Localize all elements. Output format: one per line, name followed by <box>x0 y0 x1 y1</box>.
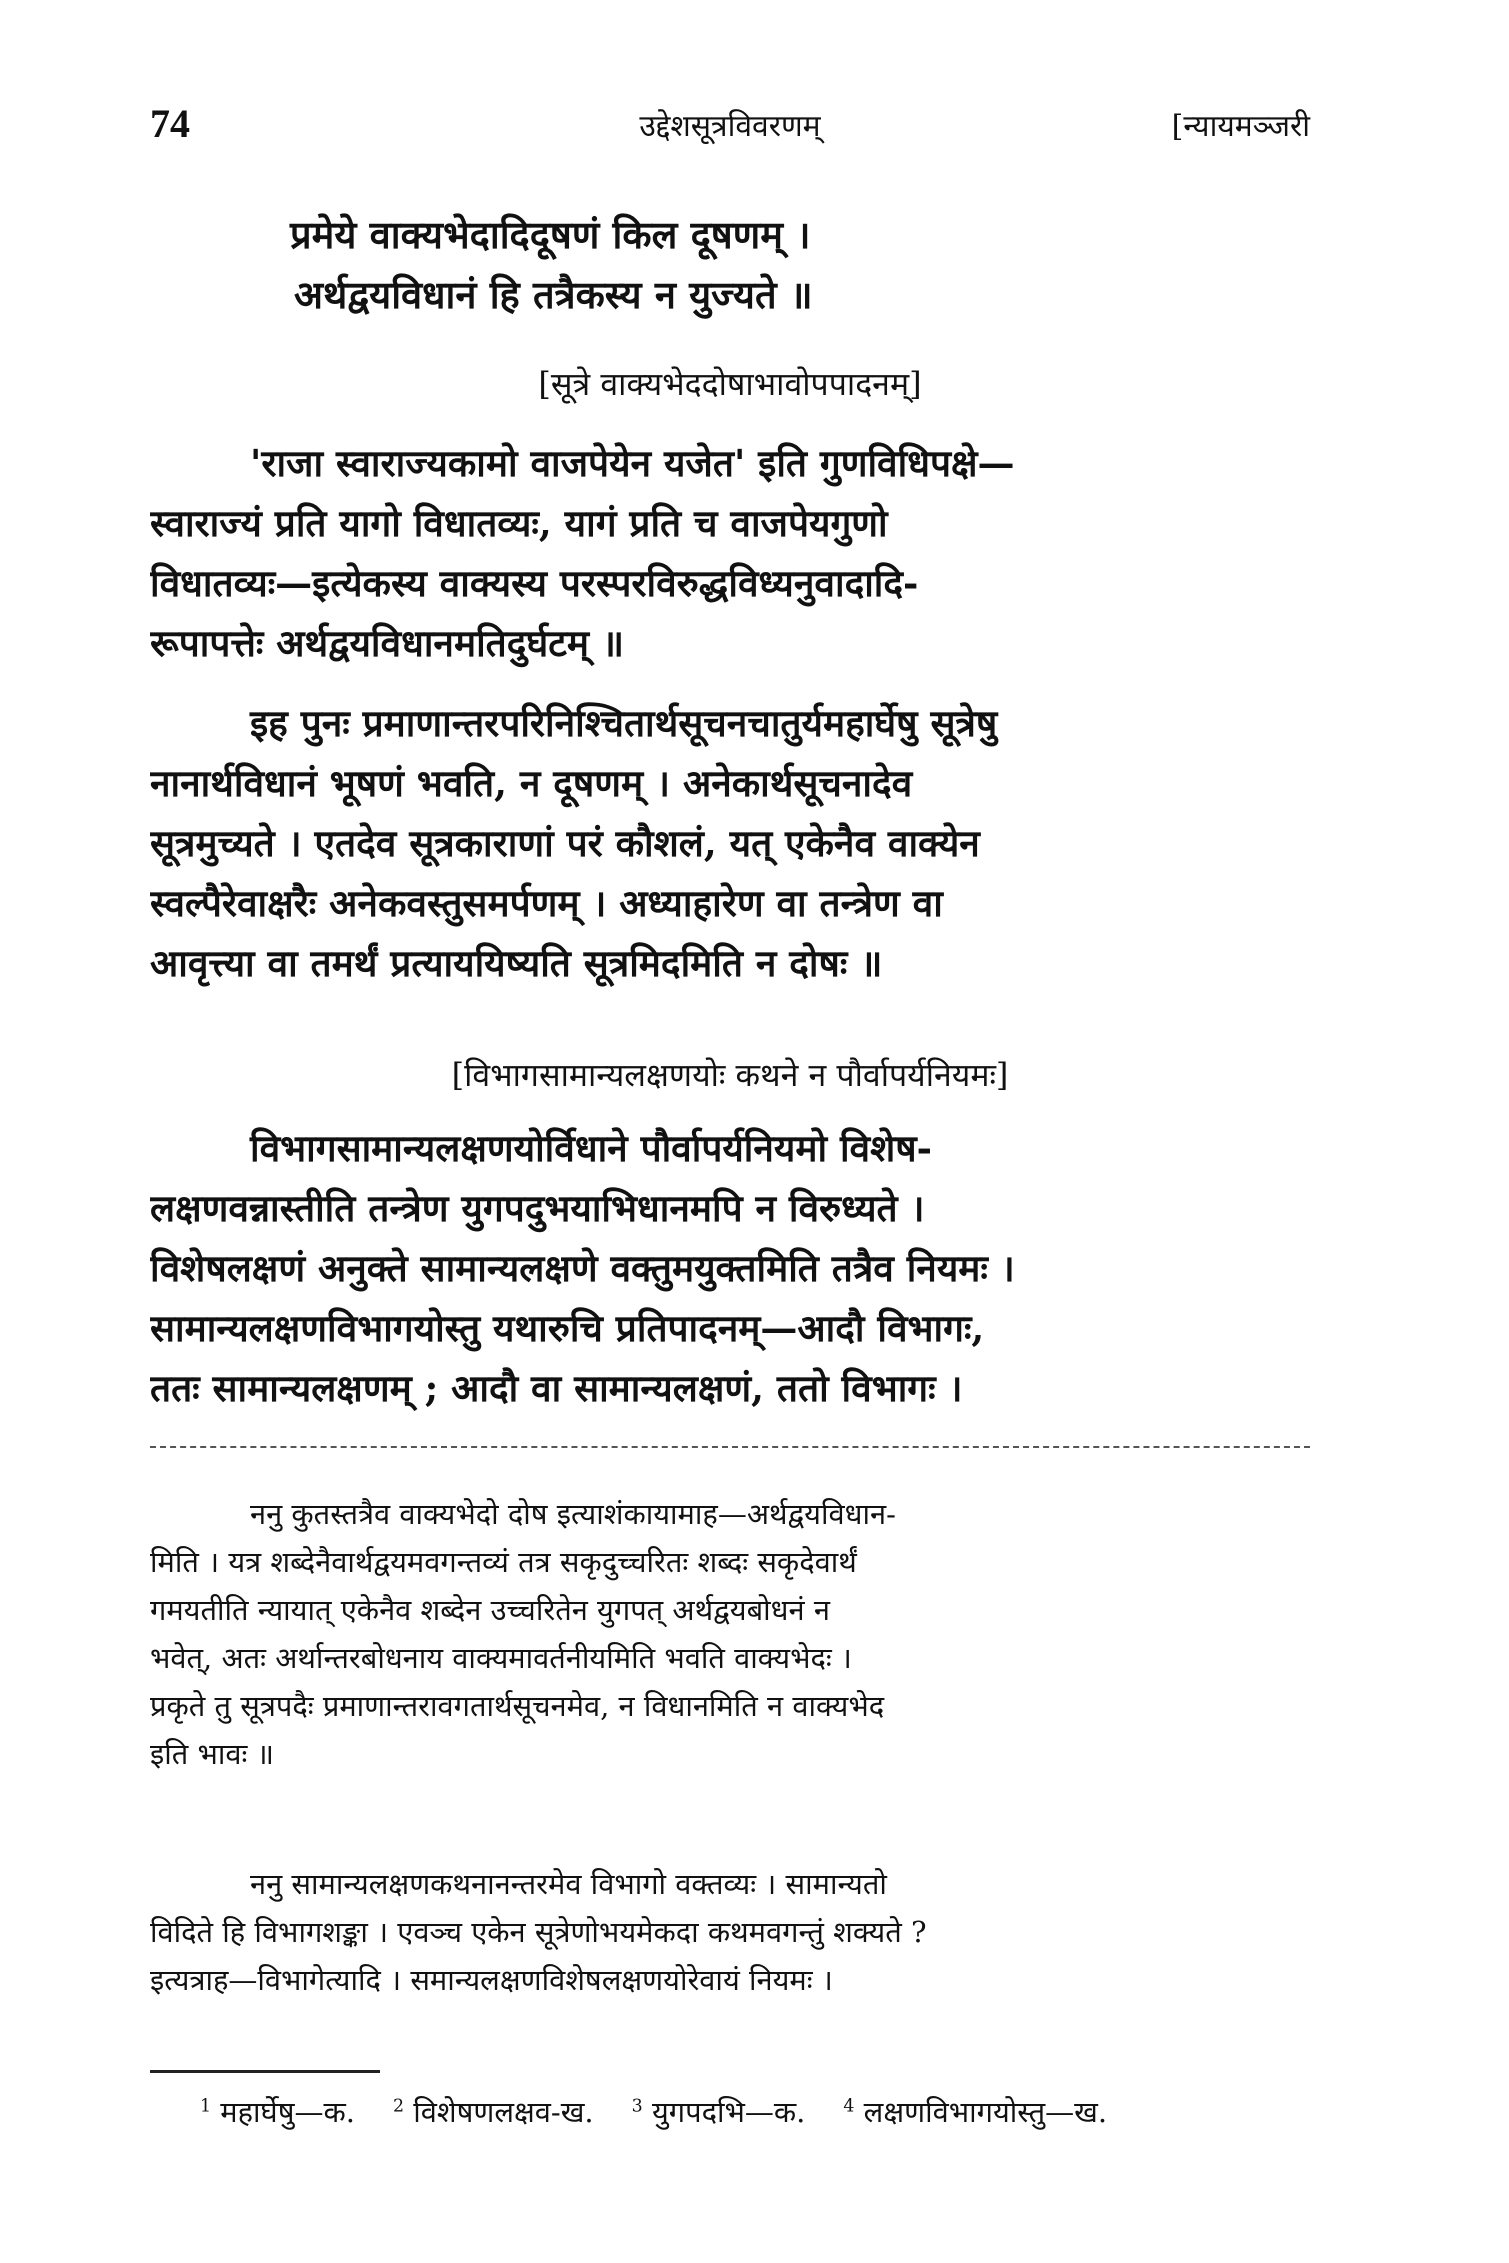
section-reference: [न्यायमञ्जरी <box>1171 109 1310 144</box>
paragraph-line: लक्षणवन्नास्तीति तन्त्रेण युगपदुभयाभिधानमपि न विरुध्यते । <box>150 1186 925 1230</box>
paragraph-2 <box>150 693 1310 993</box>
commentary-2 <box>150 1860 1310 2004</box>
commentary-line: मिति । यत्र शब्देनैवार्थद्वयमवगन्तव्यं तत्र सकृदुच्चरितः शब्दः सकृदेवार्थं <box>150 1545 857 1579</box>
paragraph-line: इह पुनः प्रमाणान्तरपरिनिश्चितार्थसूचनचातुर्यमहार्घेषु सूत्रेषु <box>250 701 998 745</box>
commentary-line: प्रकृते तु सूत्रपदैः प्रमाणान्तरावगतार्थसूचनमेव, न विधानमिति न वाक्यभेद <box>150 1689 885 1723</box>
footnote-text: विशेषणलक्षव-ख. <box>413 2095 594 2129</box>
footnotes <box>200 2092 1310 2131</box>
commentary-line: ननु सामान्यलक्षणकथनानन्तरमेव विभागो वक्तव्यः । सामान्यतो <box>250 1867 887 1901</box>
section-divider <box>150 1446 1310 1448</box>
paragraph-line: नानार्थविधानं भूषणं भवति, न दूषणम् । अनेकार्थसूचनादेव <box>150 761 913 805</box>
footnote <box>843 2092 1107 2131</box>
commentary-line: गमयतीति न्यायात् एकेनैव शब्देन उच्चरितेन युगपत् अर्थद्वयबोधनं न <box>150 1593 830 1627</box>
verse-line-1: प्रमेये वाक्यभेदादिदूषणं किल दूषणम् । <box>290 212 811 257</box>
paragraph-line: सूत्रमुच्यते । एतदेव सूत्रकाराणां परं कौशलं, यत् एकेनैव वाक्येन <box>150 821 980 865</box>
paragraph-line: रूपापत्तेः अर्थद्वयविधानमतिदुर्घटम् ॥ <box>150 621 625 665</box>
paragraph-line: स्वाराज्यं प्रति यागो विधातव्यः, यागं प्रति च वाजपेयगुणो <box>150 501 888 545</box>
commentary-1 <box>150 1490 1310 1778</box>
verse-block <box>290 205 1290 325</box>
paragraph-line: आवृत्त्या वा तमर्थं प्रत्याययिष्यति सूत्रमिदमिति न दोषः ॥ <box>150 941 883 985</box>
commentary-line: इति भावः ॥ <box>150 1737 274 1771</box>
paragraph-3 <box>150 1118 1310 1418</box>
running-title: उद्देशसूत्रविवरणम् <box>639 109 821 144</box>
commentary-line: विदिते हि विभागशङ्का । एवञ्च एकेन सूत्रेणोभयमेकदा कथमवगन्तुं शक्यते ? <box>150 1915 927 1949</box>
section-heading-2: [विभागसामान्यलक्षणयोः कथने न पौर्वापर्यनियमः] <box>451 1056 1009 1094</box>
paragraph-line: स्वल्पैरेवाक्षरैः अनेकवस्तुसमर्पणम् । अध्याहारेण वा तन्त्रेण वा <box>150 881 943 925</box>
paragraph-line: विशेषलक्षणं अनुक्ते सामान्यलक्षणे वक्तुमयुक्तमिति तत्रैव नियमः । <box>150 1246 1015 1290</box>
section-heading-1: [सूत्रे वाक्यभेददोषाभावोपपादनम्] <box>538 365 922 403</box>
footnote-rule <box>150 2070 380 2073</box>
page-header <box>150 100 1310 160</box>
footnote-number: 4 <box>843 2096 855 2117</box>
footnote-number: 3 <box>631 2096 643 2117</box>
paragraph-line: ततः सामान्यलक्षणम् ; आदौ वा सामान्यलक्षणं, ततो विभागः । <box>150 1366 963 1410</box>
commentary-line: ननु कुतस्तत्रैव वाक्यभेदो दोष इत्याशंकायामाह—अर्थद्वयविधान- <box>250 1497 896 1531</box>
paragraph-line: विभागसामान्यलक्षणयोर्विधाने पौर्वापर्यनियमो विशेष- <box>250 1126 933 1170</box>
paragraph-1 <box>150 433 1310 673</box>
commentary-line: भवेत्, अतः अर्थान्तरबोधनाय वाक्यमावर्तनीयमिति भवति वाक्यभेदः । <box>150 1641 852 1675</box>
footnote-text: महार्घेषु—क. <box>220 2095 355 2129</box>
commentary-line: इत्यत्राह—विभागेत्यादि । समान्यलक्षणविशेषलक्षणयोरेवायं नियमः । <box>150 1963 833 1997</box>
footnote-number: 2 <box>392 2096 405 2117</box>
paragraph-line: 'राजा स्वाराज्यकामो वाजपेयेन यजेत' इति गुणविधिपक्षे— <box>250 441 1015 485</box>
verse-line-2: अर्थद्वयविधानं हि तत्रैकस्य न युज्यते ॥ <box>294 272 813 317</box>
paragraph-line: सामान्यलक्षणविभागयोस्तु यथारुचि प्रतिपादनम्—आदौ विभागः, <box>150 1306 985 1350</box>
footnote-number: 1 <box>200 2096 212 2117</box>
footnote <box>632 2092 806 2131</box>
footnote <box>200 2092 355 2131</box>
footnote-text: युगपदभि—क. <box>651 2095 806 2129</box>
footnote-text: लक्षणविभागयोस्तु—ख. <box>863 2095 1108 2129</box>
page-number: 74 <box>150 101 190 146</box>
footnote <box>393 2092 594 2131</box>
paragraph-line: विधातव्यः—इत्येकस्य वाक्यस्य परस्परविरुद्धविध्यनुवादादि- <box>150 561 919 605</box>
